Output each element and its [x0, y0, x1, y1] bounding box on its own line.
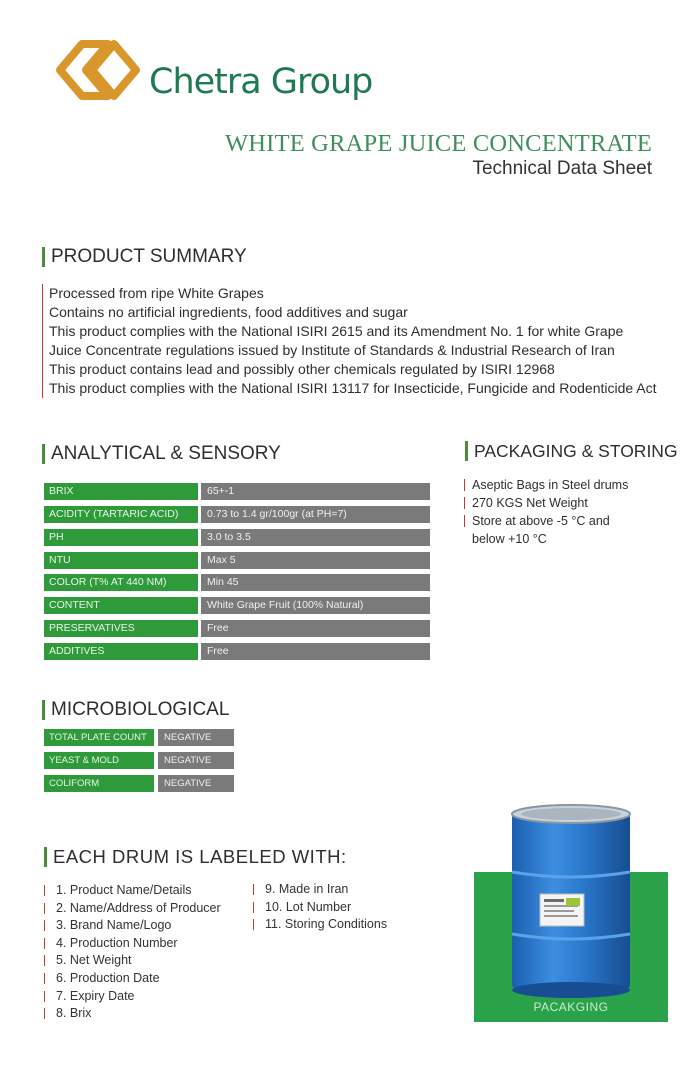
spec-value: 0.73 to 1.4 gr/100gr (at PH=7) — [201, 506, 430, 523]
drum-label-item: 3. Brand Name/Logo — [44, 917, 221, 935]
spec-value: 3.0 to 3.5 — [201, 529, 430, 546]
micro-row-coliform — [44, 775, 234, 792]
spec-row-brix — [44, 483, 430, 500]
drum-label-item: 1. Product Name/Details — [44, 882, 221, 900]
packaging-caption: PACAKGING — [533, 1000, 609, 1014]
drum-label-item: 9. Made in Iran — [253, 881, 387, 899]
summary-item-continuation: Juice Concentrate regulations issued by Institute of Standards & Industrial Research of Iran — [49, 342, 615, 358]
product-summary-heading: PRODUCT SUMMARY — [42, 247, 247, 267]
spec-label: NTU — [44, 552, 198, 569]
micro-label: COLIFORM — [44, 775, 154, 792]
drum-label-item: 6. Production Date — [44, 970, 221, 988]
spec-label: ADDITIVES — [44, 643, 198, 660]
document-title: WHITE GRAPE JUICE CONCENTRATE — [224, 130, 652, 157]
packaging-list — [464, 476, 664, 548]
drum-label-item: 7. Expiry Date — [44, 988, 221, 1006]
packaging-item-text: Store at above -5 °C and — [472, 514, 610, 528]
microbiological-heading: MICROBIOLOGICAL — [42, 700, 229, 720]
brand-name: Chetra Group — [149, 62, 373, 102]
spec-value: Max 5 — [201, 552, 430, 569]
packaging-image — [474, 872, 668, 1022]
spec-value: Free — [201, 620, 430, 637]
packaging-item-text: 270 KGS Net Weight — [472, 496, 588, 510]
document-subtitle: Technical Data Sheet — [472, 158, 652, 179]
packaging-heading: PACKAGING & STORING — [465, 441, 678, 461]
drum-label-item: 4. Production Number — [44, 935, 221, 953]
product-summary-list — [42, 284, 682, 398]
spec-label: COLOR (T% AT 440 NM) — [44, 574, 198, 591]
spec-label: ACIDITY (TARTARIC ACID) — [44, 506, 198, 523]
spec-value: Free — [201, 643, 430, 660]
spec-value: 65+-1 — [201, 483, 430, 500]
drum-label-item: 10. Lot Number — [253, 899, 387, 917]
packaging-item — [464, 512, 664, 548]
micro-value: NEGATIVE — [158, 752, 234, 769]
drum-label-list-col2 — [253, 881, 387, 934]
drum-label-heading: EACH DRUM IS LABELED WITH: — [44, 847, 347, 867]
packaging-item — [464, 494, 664, 512]
micro-value: NEGATIVE — [158, 729, 234, 746]
packaging-item — [464, 476, 664, 494]
summary-item: Processed from ripe White Grapes — [42, 284, 682, 303]
spec-row-color — [44, 574, 430, 591]
spec-label: PH — [44, 529, 198, 546]
bullet-bar — [464, 515, 465, 527]
spec-row-acidity — [44, 506, 430, 523]
micro-value: NEGATIVE — [158, 775, 234, 792]
micro-label: TOTAL PLATE COUNT — [44, 729, 154, 746]
summary-item — [42, 322, 682, 360]
summary-item: This product contains lead and possibly other chemicals regulated by ISIRI 12968 — [42, 360, 682, 379]
spec-row-preservatives — [44, 620, 430, 637]
micro-row-total-plate-count — [44, 729, 234, 746]
spec-value: White Grape Fruit (100% Natural) — [201, 597, 430, 614]
spec-row-additives — [44, 643, 430, 660]
summary-item: This product complies with the National ISIRI 13117 for Insecticide, Fungicide and Rodenticide Act — [42, 379, 682, 398]
micro-label: YEAST & MOLD — [44, 752, 154, 769]
chetra-logo-icon — [52, 30, 144, 110]
drum-label-item: 11. Storing Conditions — [253, 916, 387, 934]
bullet-bar — [464, 497, 465, 509]
spec-label: PRESERVATIVES — [44, 620, 198, 637]
steel-drum-icon — [474, 802, 668, 1022]
spec-label: CONTENT — [44, 597, 198, 614]
spec-value: Min 45 — [201, 574, 430, 591]
spec-row-ph — [44, 529, 430, 546]
spec-row-ntu — [44, 552, 430, 569]
spec-row-content — [44, 597, 430, 614]
drum-label-item: 8. Brix — [44, 1005, 221, 1023]
summary-item-text: This product complies with the National ISIRI 2615 and its Amendment No. 1 for white Grape — [49, 323, 624, 339]
packaging-item-text: Aseptic Bags in Steel drums — [472, 478, 629, 492]
micro-row-yeast-mold — [44, 752, 234, 769]
analytical-heading: ANALYTICAL & SENSORY — [42, 444, 281, 464]
drum-label-item: 2. Name/Address of Producer — [44, 900, 221, 918]
bullet-bar — [464, 479, 465, 491]
summary-item: Contains no artificial ingredients, food additives and sugar — [42, 303, 682, 322]
drum-label-item: 5. Net Weight — [44, 952, 221, 970]
packaging-item-continuation: below +10 °C — [472, 532, 547, 546]
drum-label-list-col1 — [44, 882, 221, 1023]
spec-label: BRIX — [44, 483, 198, 500]
